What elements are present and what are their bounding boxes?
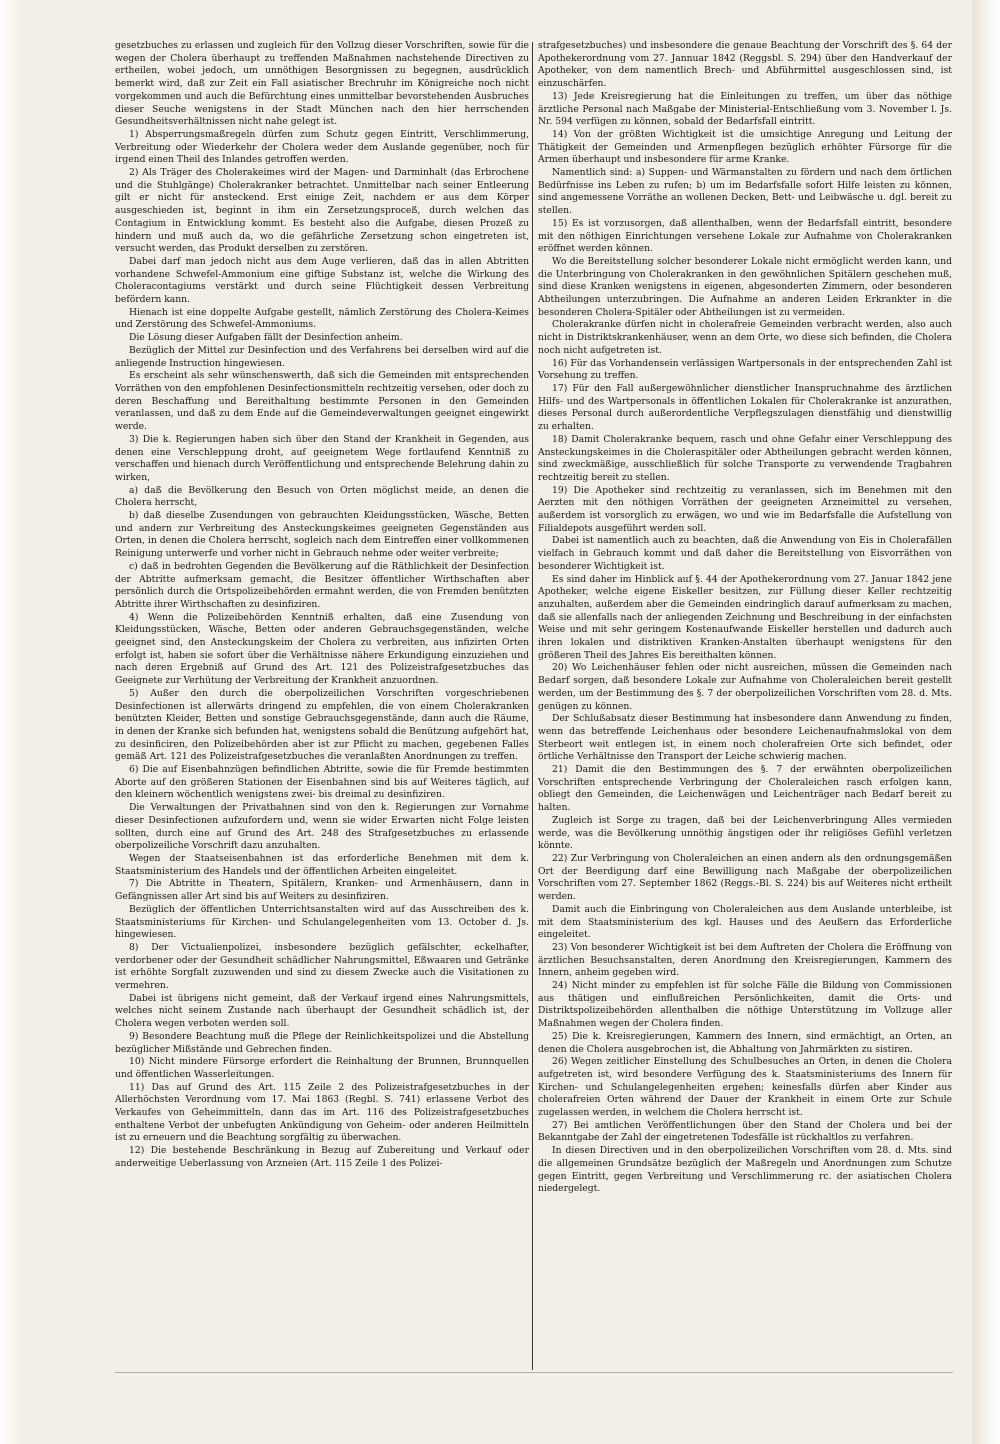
paragraph: Die Lösung dieser Aufgaben fällt der Desinfection anheim. (129, 332, 403, 344)
paragraph: Hienach ist eine doppelte Aufgabe gestellt, nämlich Zerstörung des Cholera-Keimes und Zerstörung des Schwefel-Ammoniums. (115, 306, 529, 331)
page-gutter-shadow (0, 0, 22, 1444)
paragraph: 15) Es ist vorzusorgen, daß allenthalben, wenn der Bedarfsfall eintritt, besondere mit den nöthigen Einrichtungen versehene Lokale zur Aufnahme von Cholerakranken eröffnet werden können. (538, 217, 952, 255)
paragraph: 24) Nicht minder zu empfehlen ist für solche Fälle die Bildung von Commissionen aus thätigen und einflußreichen Persönlichkeiten, damit die Orts- und Distriktspolizeibehörden allenthalben die nöthige Unterstützung im Vollzuge aller Maßnahmen wegen der Cholera finden. (538, 980, 952, 1030)
paragraph: 18) Damit Cholerakranke bequem, rasch und ohne Gefahr einer Verschleppung des Ansteckungskeimes in die Choleraspitäler oder Abtheilungen gebracht werden können, sind zweckmäßige, ausschließlich für solche Transporte zu verwendende Tragbahren rechtzeitig bereit zu stellen. (538, 433, 952, 483)
column-divider (532, 42, 533, 1370)
paragraph: Dabei ist übrigens nicht gemeint, daß der Verkauf irgend eines Nahrungsmittels, welches nicht seinem Zustande nach überhaupt der Gesundheit schädlich ist, der Cholera wegen verboten werden soll. (115, 992, 529, 1030)
paragraph: 6) Die auf Eisenbahnzügen befindlichen Abtritte, sowie die für Fremde bestimmten Aborte auf den größeren Stationen der Eisenbahnen sind bis auf Weiteres täglich, auf den kleinern wöchentlich wenigstens zwei- bis dreimal zu desinfiziren. (115, 764, 529, 801)
paragraph: 22) Zur Verbringung von Choleraleichen an einen andern als den ordnungsgemäßen Ort der Beerdigung darf eine Bewilligung nach Maßgabe der oberpolizeilichen Vorschriften vom 27. September 1862 (Reggs.-Bl. S. 224) bis auf Weiteres nicht ertheilt werden. (538, 853, 952, 903)
paragraph: Bezüglich der öffentlichen Unterrichtsanstalten wird auf das Ausschreiben des k. Staatsministeriums für Kirchen- und Schulangelegenheiten vom 13. October d. Js. hingewiesen. (115, 903, 529, 941)
paragraph: 11) Das auf Grund des Art. 115 Zeile 2 des Polizeistrafgesetzbuches in der Allerhöchsten Verordnung vom 17. Mai 1863 (Regbl. S. 741) erlassene Verbot des Verkaufes von Geheimmitteln, dann das im Art. 116 des Polizeistrafgesetzbuches enthaltene Verbot der unbefugten Ankündigung von Geheim- oder anderen Heilmitteln ist zu erneuern und die Beachtung sorgfältig zu überwachen. (115, 1081, 529, 1144)
paragraph: Es erscheint als sehr wünschenswerth, daß sich die Gemeinden mit entsprechenden Vorräthen von den empfohlenen Desinfectionsmitteln rechtzeitig versehen, oder doch zu deren Beschaffung und Bereithaltung bestimmte Personen in den Gemeinden veranlassen, und daß zu dem Ende auf die Gemeindeverwaltungen geeignet eingewirkt werde. (115, 370, 529, 433)
paragraph: c) daß in bedrohten Gegenden die Bevölkerung auf die Räthlichkeit der Desinfection der Abtritte aufmerksam gemacht, die Besitzer öffentlicher Wirthschaften aber persönlich durch die Ortspolizeibehörden ermahnt werden, die von Fremden benützten Abtritte ihrer Wirthschaften zu desinfiziren. (115, 560, 529, 610)
paragraph: Namentlich sind: a) Suppen- und Wärmanstalten zu fördern und nach dem örtlichen Bedürfnisse ins Leben zu rufen; b) um im Bedarfsfalle sofort Hilfe leisten zu können, sind angemessene Vorräthe an wollenen Decken, Bett- und Leibwäsche u. dgl. bereit zu stellen. (538, 167, 952, 217)
paragraph: Wegen der Staatseisenbahnen ist das erforderliche Benehmen mit dem k. Staatsministerium des Handels und der öffentlichen Arbeiten eingeleitet. (115, 853, 529, 877)
paragraph: 9) Besondere Beachtung muß die Pflege der Reinlichkeitspolizei und die Abstellung bezüglicher Mißstände und Gebrechen finden. (115, 1030, 529, 1055)
bottom-rule (115, 1372, 953, 1373)
paragraph: 20) Wo Leichenhäuser fehlen oder nicht ausreichen, müssen die Gemeinden nach Bedarf sorgen, daß besondere Lokale zur Aufnahme von Choleraleichen bereit gestellt werden, um der Bestimmung des §. 7 der oberpolizeilichen Vorschriften vom 28. d. Mts. genügen zu können. (538, 662, 952, 712)
paragraph: 16) Für das Vorhandensein verlässigen Wartpersonals in der entsprechenden Zahl ist Vorsehung zu treffen. (538, 357, 952, 382)
paragraph: 10) Nicht mindere Fürsorge erfordert die Reinhaltung der Brunnen, Brunnquellen und öffentlichen Wasserleitungen. (115, 1056, 529, 1080)
paragraph: 8) Der Victualienpolizei, insbesondere bezüglich gefälschter, eckelhafter, verdorbener oder der Gesundheit schädlicher Nahrungsmittel, Eßwaaren und Getränke ist erhöhte Sorgfalt zuzuwenden und sind zu diesem Zwecke auch die Visitationen zu vermehren. (115, 941, 529, 992)
paragraph: Der Schlußabsatz dieser Bestimmung hat insbesondere dann Anwendung zu finden, wenn das betreffende Leichenhaus oder besondere Leichenaufnahmslokal von dem Sterbeort weit entlegen ist, in einem noch cholerafreien Orte sich befindet, oder örtliche Verhältnisse den Transport der Leiche schwierig machen. (538, 713, 952, 763)
paragraph: In diesen Directiven und in den oberpolizeilichen Vorschriften vom 28. d. Mts. sind die allgemeinen Grundsätze bezüglich der Maßregeln und Anordnungen zum Schutze gegen Eintritt, gegen Verbreitung und Verschlimmerung rc. der asiatischen Cholera niedergelegt. (538, 1145, 952, 1195)
paragraph: a) daß die Bevölkerung den Besuch von Orten möglichst meide, an denen die Cholera herrscht, (115, 484, 529, 509)
paragraph: Die Verwaltungen der Privatbahnen sind von den k. Regierungen zur Vornahme dieser Desinfectionen aufzufordern und, wenn sie wider Erwarten nicht Folge leisten sollten, durch eine auf Grund des Art. 248 des Strafgesetzbuches zu erlassende oberpolizeiliche Vorschrift dazu anzuhalten. (115, 802, 529, 852)
paragraph: 21) Damit die den Bestimmungen des §. 7 der erwähnten oberpolizeilichen Vorschriften entsprechende Verbringung der Choleraleichen rasch erfolgen kann, obliegt den Gemeinden, die Leichenwägen und Leichenträger nach Bedarf bereit zu halten. (538, 764, 952, 814)
paragraph: 12) Die bestehende Beschränkung in Bezug auf Zubereitung und Verkauf oder anderweitige Ueberlassung von Arzneien (Art. 115 Zeile 1 des Polizei- (115, 1145, 529, 1169)
paragraph: Damit auch die Einbringung von Choleraleichen aus dem Auslande unterbleibe, ist mit dem Staatsministerium des kgl. Hauses und des Aeußern das Erforderliche eingeleitet. (538, 903, 952, 941)
paragraph: 17) Für den Fall außergewöhnlicher dienstlicher Inanspruchnahme des ärztlichen Hilfs- und des Wartpersonals in öffentlichen Lokalen für Cholerakranke ist anzurathen, dieses Personal durch außerordentliche Verpflegszulagen dienstfähig und dienstwillig zu erhalten. (538, 382, 952, 433)
paragraph: 23) Von besonderer Wichtigkeit ist bei dem Auftreten der Cholera die Eröffnung von ärztlichen Besuchsanstalten, deren Anordnung den Kreisregierungen, Kammern des Innern, anheim gegeben wird. (538, 941, 952, 979)
paragraph: 26) Wegen zeitlicher Einstellung des Schulbesuches an Orten, in denen die Cholera aufgetreten ist, wird besondere Verfügung des k. Staatsministeriums des Innern für Kirchen- und Schulangelegenheiten ergehen; keinesfalls dürfen aber Kinder aus cholerafreien Orten während der Dauer der Krankheit in einem Orte zur Schule zugelassen werden, in welchem die Cholera herrscht ist. (538, 1056, 952, 1119)
paragraph: Wo die Bereitstellung solcher besonderer Lokale nicht ermöglicht werden kann, und die Unterbringung von Cholerakranken in den gewöhnlichen Spitälern geschehen muß, sind diese Kranken wenigstens in eigenen, abgesonderten Zimmern, oder besonderen Abtheilungen unterzubringen. Die Aufnahme an anderen Leiden Erkrankter in die besonderen Cholera-Spitäler oder Abtheilungen ist zu vermeiden. (538, 255, 952, 318)
paragraph: 7) Die Abtritte in Theatern, Spitälern, Kranken- und Armenhäusern, dann in Gefängnissen aller Art sind bis auf Weiters zu desinfiziren. (115, 878, 529, 903)
paragraph: 1) Absperrungsmaßregeln dürfen zum Schutz gegen Eintritt, Verschlimmerung, Verbreitung oder Wiederkehr der Cholera weder dem Auslande gegenüber, noch für irgend einen Theil des Inlandes getroffen werden. (115, 128, 529, 166)
page-edge-shadow (972, 0, 1000, 1444)
paragraph: 4) Wenn die Polizeibehörden Kenntniß erhalten, daß eine Zusendung von Kleidungsstücken, Wäsche, Betten oder anderen Gebrauchsgegenständen, welche geeignet sind, den Ansteckungskeim der Cholera zu verbreiten, aus infizirten Orten erfolgt ist, haben sie sofort über die Verhältnisse nähere Erkundigung einzuziehen und nach deren Ergebniß auf Grund des Art. 121 des Polizeistrafgesetzbuches das Geeignete zur Verhütung der Verbreitung der Krankheit anzuordnen. (115, 611, 529, 687)
paragraph: 3) Die k. Regierungen haben sich über den Stand der Krankheit in Gegenden, aus denen eine Verschleppung droht, auf geeignetem Wege fortlaufend Kenntniß zu verschaffen und hienach durch Veröffentlichung und entsprechende Belehrung dahin zu wirken, (115, 433, 529, 483)
paragraph: 19) Die Apotheker sind rechtzeitig zu veranlassen, sich im Benehmen mit den Aerzten mit den nöthigen Vorräthen der geeigneten Arzneimittel zu versehen, außerdem ist vorsorglich zu erwägen, wo und wie im Bedarfsfalle die Aufstellung von Filialdepots ausgeführt werden soll. (538, 484, 952, 534)
paragraph: Cholerakranke dürfen nicht in cholerafreie Gemeinden verbracht werden, also auch nicht in Distriktskrankenhäuser, wenn an dem Orte, wo diese sich befinden, die Cholera noch nicht aufgetreten ist. (538, 319, 952, 356)
paragraph: 2) Als Träger des Cholerakeimes wird der Magen- und Darminhalt (das Erbrochene und die Stuhlgänge) Cholerakranker betrachtet. Unmittelbar nach seiner Entleerung gilt er nicht für ansteckend. Erst einige Zeit, nachdem er aus dem Körper ausgeschieden ist, beginnt in ihm ein Zersetzungsproceß, durch welchen das Contagium in Entwicklung kommt. Es besteht also die Aufgabe, diesen Prozeß zu hindern und muß auch da, wo die gefährliche Zersetzung schon eingetreten ist, versucht werden, das Produkt derselben zu zerstören. (115, 167, 529, 255)
paragraph: strafgesetzbuches) und insbesondere die genaue Beachtung der Vorschrift des §. 64 der Apothekerordnung vom 27. Jannuar 1842 (Reggsbl. S. 294) über den Handverkauf der Apotheker, von dem namentlich Brech- und Abführmittel ausgeschlossen sind, ist einzuschärfen. (538, 40, 952, 90)
paragraph: gesetzbuches zu erlassen und zugleich für den Vollzug dieser Vorschriften, sowie für die wegen der Cholera überhaupt zu treffenden Maßnahmen nachstehende Directiven zu ertheilen, wobei jedoch, um unnöthigen Besorgnissen zu begegnen, ausdrücklich bemerkt wird, daß zur Zeit ein Fall asiatischer Brechruhr im Königreiche noch nicht vorgekommen und auch die Befürchtung eines unmittelbar bevorstehenden Ausbruches dieser Seuche wenigstens in der Stadt München nach den hier herrschenden Gesundheitsverhältnissen nicht nahe gelegt ist. (115, 40, 529, 128)
paragraph: 13) Jede Kreisregierung hat die Einleitungen zu treffen, um über das nöthige ärztliche Personal nach Maßgabe der Ministerial-Entschließung vom 3. November l. Js. Nr. 594 verfügen zu können, sobald der Bedarfsfall eintritt. (538, 90, 952, 128)
paragraph: b) daß dieselbe Zusendungen von gebrauchten Kleidungsstücken, Wäsche, Betten und andern zur Verbreitung des Ansteckungskeimes geeigneten Gegenständen aus Orten, in denen die Cholera herrscht, sogleich nach dem Eintreffen einer vollkommenen Reinigung unterwerfe und vorher nicht in Gebrauch nehme oder weiter verbreite; (115, 510, 529, 560)
paragraph: 27) Bei amtlichen Veröffentlichungen über den Stand der Cholera und bei der Bekanntgabe der Zahl der eingetretenen Todesfälle ist rückhaltlos zu verfahren. (538, 1119, 952, 1144)
paragraph: Dabei darf man jedoch nicht aus dem Auge verlieren, daß das in allen Abtritten vorhandene Schwefel-Ammonium eine giftige Substanz ist, welche die Wirkung des Choleracontagiums verstärkt und durch seine Flüchtigkeit dessen Verbreitung befördern kann. (115, 255, 529, 306)
paragraph: 5) Außer den durch die oberpolizeilichen Vorschriften vorgeschriebenen Desinfectionen ist allerwärts dringend zu empfehlen, die von einem Cholerakranken benützten Kleider, Betten und sonstige Gebrauchsgegenstände, dann auch die Räume, in denen der Kranke sich befunden hat, wenigstens sobald die Benützung aufgehört hat, zu desinficiren, den Polizeibehörden aber ist zur Pflicht zu machen, gegebenen Falles gemäß Art. 121 des Polizeistrafgesetzbuches die veranlaßten Anordnungen zu treffen. (115, 687, 529, 763)
paragraph: Es sind daher im Hinblick auf §. 44 der Apothekerordnung vom 27. Januar 1842 jene Apotheker, welche eigene Eiskeller besitzen, zur Füllung dieser Keller rechtzeitig anzuhalten, außerdem aber die Gemeinden eindringlich darauf aufmerksam zu machen, daß sie allenfalls nach der anliegenden Zeichnung und Beschreibung in der einfachsten Weise und mit sehr geringem Kostenaufwande Eiskeller herstellen und dadurch auch ihren lokalen und distriktiven Kranken-Anstalten überhaupt wenigstens für den größeren Theil des Jahres Eis bereithalten können. (538, 573, 952, 661)
paragraph: Bezüglich der Mittel zur Desinfection und des Verfahrens bei derselben wird auf die anliegende Instruction hingewiesen. (115, 344, 529, 369)
right-text-column (538, 40, 952, 1370)
left-text-column (115, 40, 529, 1370)
paragraph: Dabei ist namentlich auch zu beachten, daß die Anwendung von Eis in Cholerafällen vielfach in Gebrauch kommt und daß daher die Bereitstellung von Eisvorräthen von besonderer Wichtigkeit ist. (538, 535, 952, 572)
paragraph: 14) Von der größten Wichtigkeit ist die umsichtige Anregung und Leitung der Thätigkeit der Gemeinden und Armenpflegen bezüglich erhöhter Fürsorge für die Armen überhaupt und insbesondere für arme Kranke. (538, 128, 952, 166)
paragraph: 25) Die k. Kreisregierungen, Kammern des Innern, sind ermächtigt, an Orten, an denen die Cholera ausgebrochen ist, die Abhaltung von Jahrmärkten zu sistiren. (538, 1030, 952, 1055)
paragraph: Zugleich ist Sorge zu tragen, daß bei der Leichenverbringung Alles vermieden werde, was die Bevölkerung unnöthig ängstigen oder ihr religiöses Gefühl verletzen könnte. (538, 814, 952, 852)
